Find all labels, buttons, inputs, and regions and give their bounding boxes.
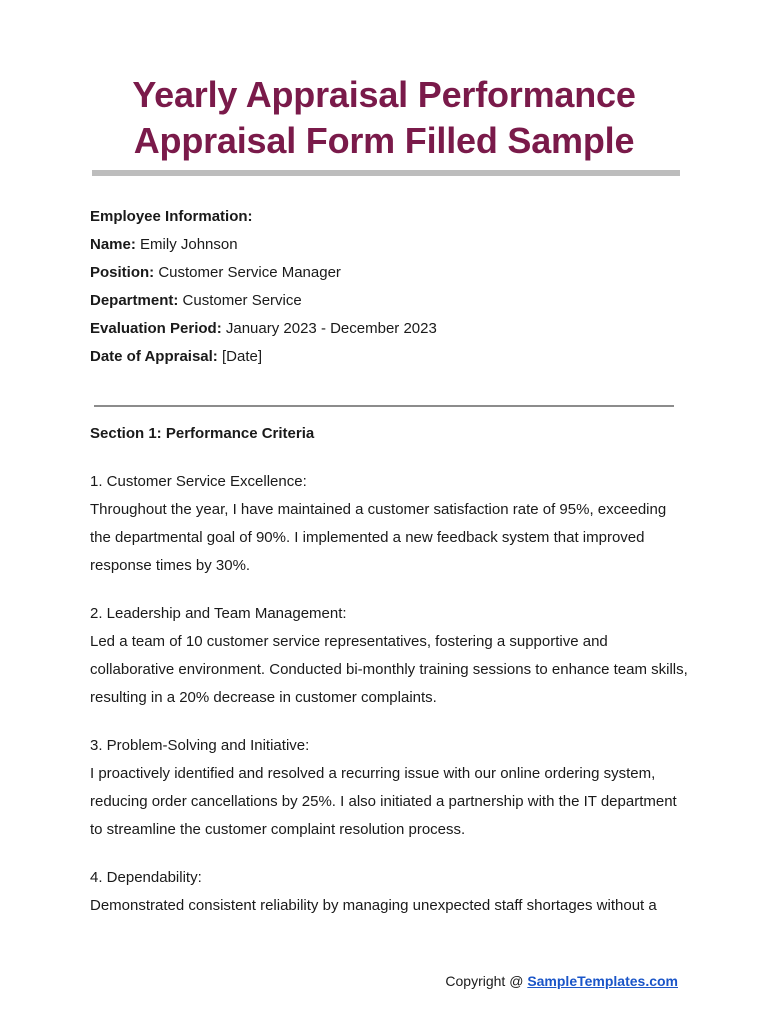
performance-criteria-section: [90, 420, 690, 940]
title-divider: [92, 170, 680, 176]
employee-name-value: Emily Johnson: [135, 236, 238, 253]
criteria-item-body: Demonstrated consistent reliability by managing unexpected staff shortages without a: [90, 897, 657, 914]
copyright-footer: [445, 971, 678, 991]
criteria-item-title: 2. Leadership and Team Management:: [90, 605, 347, 622]
copyright-text: Copyright @: [445, 973, 528, 989]
section-heading: Section 1: Performance Criteria: [90, 425, 315, 442]
criteria-item-title: 1. Customer Service Excellence:: [90, 473, 307, 490]
employee-name-row: [90, 231, 690, 259]
employee-department-value: Customer Service: [178, 292, 302, 309]
employee-position-value: Customer Service Manager: [154, 264, 341, 281]
criteria-item-body: Throughout the year, I have maintained a customer satisfaction rate of 95%, exceeding the departmental goal of 90%. I implemented a new feedback system that improved response times by 30%.: [90, 501, 667, 574]
criteria-item-title: 3. Problem-Solving and Initiative:: [90, 737, 310, 754]
employee-department-label: Department:: [90, 292, 179, 309]
criteria-item-body: I proactively identified and resolved a recurring issue with our online ordering system, reducing order cancellations by 25%. I also initiated a partnership with the IT department to streamline the customer complaint resolution process.: [90, 765, 677, 838]
sampletemplates-link[interactable]: SampleTemplates.com: [527, 973, 678, 989]
evaluation-period-value: January 2023 - December 2023: [221, 320, 437, 337]
employee-name-label: Name:: [90, 236, 136, 253]
page-title-line-2: Appraisal Form Filled Sample: [133, 120, 635, 161]
employee-info-heading: Employee Information:: [90, 208, 253, 225]
page-title: [60, 72, 708, 164]
appraisal-date-label: Date of Appraisal:: [90, 348, 218, 365]
criteria-item: [90, 864, 690, 920]
appraisal-date-value: [Date]: [217, 348, 262, 365]
employee-info-block: [90, 203, 690, 371]
criteria-item-title: 4. Dependability:: [90, 869, 202, 886]
evaluation-period-label: Evaluation Period:: [90, 320, 222, 337]
criteria-item-body: Led a team of 10 customer service representatives, fostering a supportive and collaborative environment. Conducted bi-monthly training sessions to enhance team skills, resulting in a 20% decrease in customer complaints.: [90, 633, 688, 706]
appraisal-date-row: [90, 343, 690, 371]
employee-department-row: [90, 287, 690, 315]
page-title-line-1: Yearly Appraisal Performance: [132, 74, 636, 115]
criteria-item: [90, 468, 690, 580]
section-divider: [94, 405, 674, 407]
employee-position-label: Position:: [90, 264, 155, 281]
employee-position-row: [90, 259, 690, 287]
evaluation-period-row: [90, 315, 690, 343]
criteria-item: [90, 732, 690, 844]
criteria-item: [90, 600, 690, 712]
